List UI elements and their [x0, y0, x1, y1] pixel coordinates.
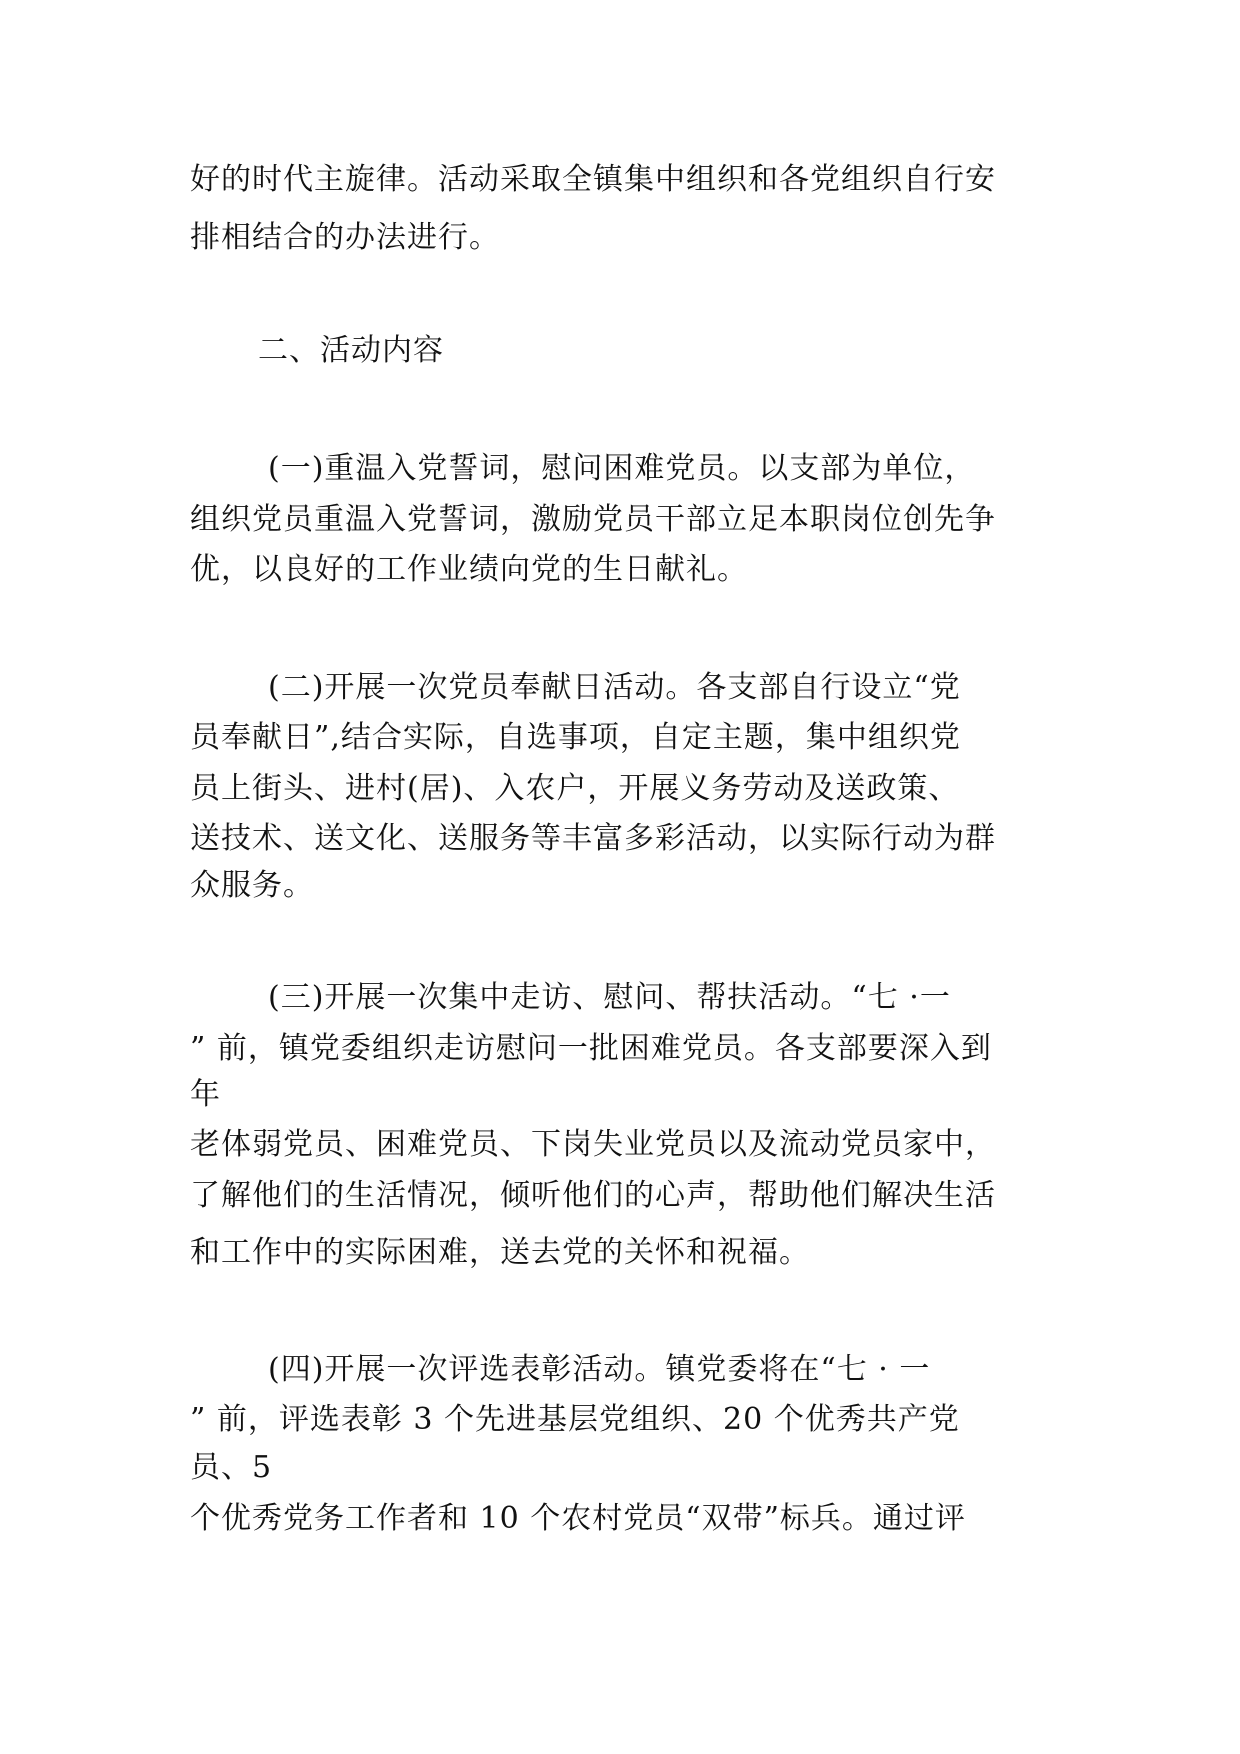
item-2-line-5: 众服务。 [190, 868, 314, 903]
item-1-line-2: 组织党员重温入党誓词，激励党员干部立足本职岗位创先争 [190, 502, 996, 537]
item-2-line-2: 员奉献日”,结合实际，自选事项，自定主题，集中组织党 [190, 720, 961, 755]
item-3-line-3: 年 [190, 1077, 221, 1112]
paragraph-line-2: 排相结合的办法进行。 [190, 220, 500, 255]
item-1-line-3: 优，以良好的工作业绩向党的生日献礼。 [190, 552, 748, 587]
item-3-line-4: 老体弱党员、困难党员、下岗失业党员以及流动党员家中， [190, 1127, 996, 1162]
item-4-line-3: 员、5 [190, 1450, 273, 1485]
item-4-line-2: ” 前，评选表彰 3 个先进基层党组织、20 个优秀共产党 [190, 1402, 960, 1437]
item-3-line-1: (三)开展一次集中走访、慰问、帮扶活动。“七 ·一 [268, 980, 951, 1015]
item-2-line-4: 送技术、送文化、送服务等丰富多彩活动，以实际行动为群 [190, 821, 996, 856]
item-3-line-5: 了解他们的生活情况，倾听他们的心声，帮助他们解决生活 [190, 1178, 996, 1213]
paragraph-line-1: 好的时代主旋律。活动采取全镇集中组织和各党组织自行安 [190, 162, 996, 197]
item-3-line-2: ” 前，镇党委组织走访慰问一批困难党员。各支部要深入到 [190, 1031, 992, 1066]
item-4-line-1: (四)开展一次评选表彰活动。镇党委将在“七 · 一 [268, 1352, 931, 1387]
item-4-line-4: 个优秀党务工作者和 10 个农村党员“双带”标兵。通过评 [190, 1501, 966, 1536]
item-3-line-6: 和工作中的实际困难，送去党的关怀和祝福。 [190, 1235, 810, 1270]
section-heading: 二、活动内容 [258, 333, 444, 368]
item-2-line-1: (二)开展一次党员奉献日活动。各支部自行设立“党 [268, 670, 961, 705]
item-1-line-1: (一)重温入党誓词，慰问困难党员。以支部为单位， [268, 451, 976, 486]
item-2-line-3: 员上街头、进村(居)、入农户，开展义务劳动及送政策、 [190, 771, 960, 806]
